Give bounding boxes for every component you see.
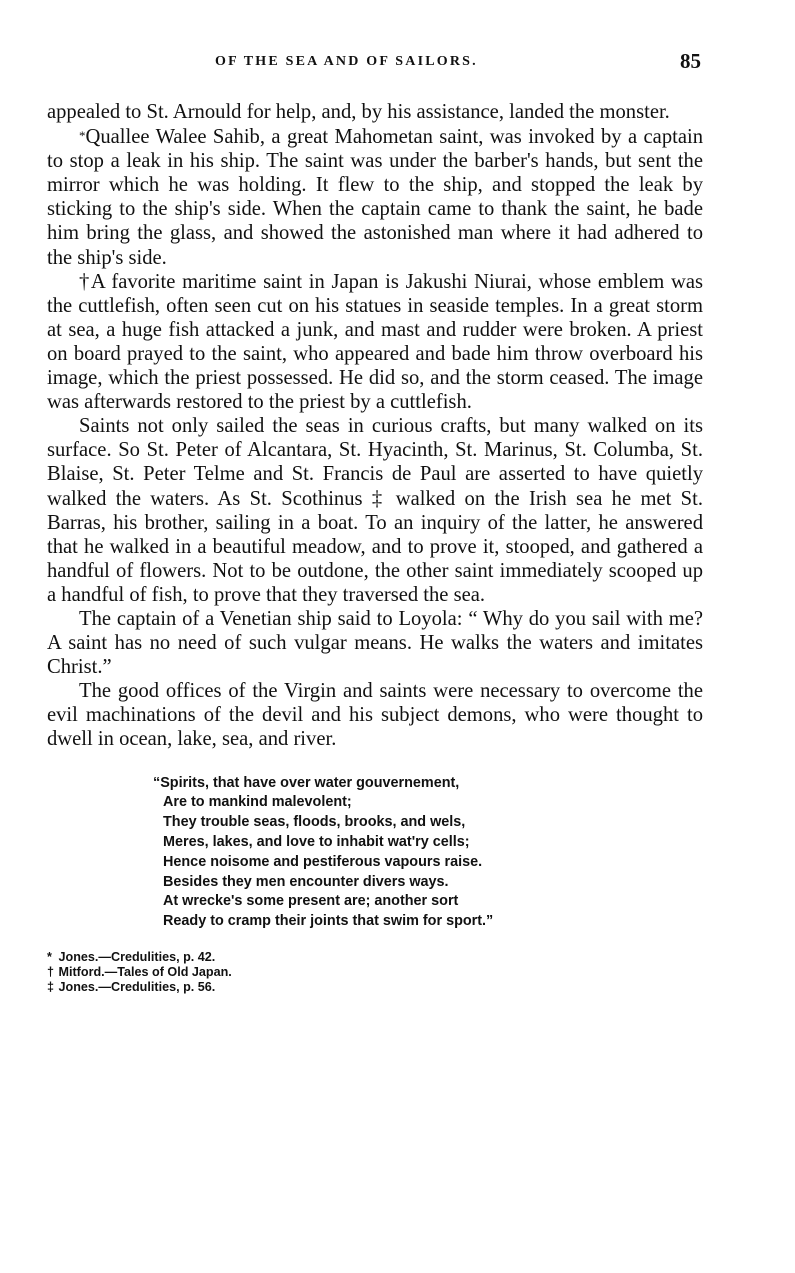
footnote-text: Mitford.—Tales of Old Japan. — [58, 964, 232, 979]
verse-line: “Spirits, that have over water gouvernement, — [153, 774, 460, 791]
paragraph-jakushi — [47, 270, 703, 415]
footnote-symbol: ‡ — [47, 979, 55, 994]
footnote — [47, 950, 703, 965]
footnote-text: Jones.—Credulities, p. 56. — [58, 979, 216, 994]
footnote-mark-asterisk: * — [79, 128, 86, 144]
footnote-symbol: * — [47, 949, 52, 964]
paragraph-text: walked on the Irish sea he met St. Barras, his brother, sailing in a boat. To an inquiry of the latter, he answered that he walked in a beautiful meadow, and to prove it, stooped, and gathered a handful of flowers. Not to be outdone, the other saint immediately scooped up a handful of fish, to prove that they traversed the sea. — [47, 487, 703, 606]
footnote — [47, 965, 703, 980]
running-title: OF THE SEA AND OF SAILORS. — [215, 54, 478, 69]
verse-quotation — [141, 774, 703, 932]
footnote-mark-dagger: † — [79, 270, 91, 293]
page-number: 85 — [680, 49, 701, 73]
running-head — [47, 46, 703, 80]
footnote — [47, 980, 703, 995]
paragraph-continued — [47, 100, 703, 124]
footnotes — [47, 950, 703, 994]
verse-line: At wrecke's some present are; another sort — [163, 893, 459, 910]
verse-line: Besides they men encounter divers ways. — [163, 873, 449, 890]
verse-line: They trouble seas, floods, brooks, and wels, — [163, 814, 466, 831]
footnote-text: Jones.—Credulities, p. 42. — [58, 949, 216, 964]
footnote-mark-double-dagger: ‡ — [371, 487, 387, 510]
footnote-symbol: † — [47, 964, 55, 979]
paragraph-text: Saints not only sailed the seas in curious crafts, but many walked on its surface. So St. Peter of Alcantara, St. Hyacinth, St. Marinus, St. Columba, St. Blaise, St. Peter Telme and St. Francis de Paul are asserted to have quietly walked the waters. As St. Scothinus — [47, 415, 703, 510]
paragraph-text: The captain of a Venetian ship said to Loyola: “ Why do you sail with me? A saint has no need of such vulgar means. He walks the waters and imitates Christ.” — [47, 607, 703, 679]
verse-line: Hence noisome and pestiferous vapours raise. — [163, 853, 483, 870]
paragraph-quallee — [47, 124, 703, 270]
body-text — [47, 100, 703, 752]
book-page — [47, 46, 703, 994]
paragraph-text: appealed to St. Arnould for help, and, by his assistance, landed the monster. — [47, 101, 670, 123]
verse-line: Are to mankind malevolent; — [163, 794, 352, 811]
paragraph-loyola — [47, 607, 703, 679]
paragraph-walking-saints — [47, 414, 703, 607]
paragraph-text: Quallee Walee Sahib, a great Mahometan saint, was invoked by a captain to stop a leak in his ship. The saint was under the barber's hands, but sent the mirror which he was holding. It flew to the ship, and stopped the leak by sticking to the ship's side. When the captain came to thank the saint, he bade him bring the glass, and showed the astonished man where it had adhered to the ship's side. — [47, 126, 703, 269]
paragraph-text: The good offices of the Virgin and saints were necessary to overcome the evil machinations of the devil and his subject demons, who were thought to dwell in ocean, lake, sea, and river. — [47, 680, 703, 751]
verse-line: Ready to cramp their joints that swim for sport.” — [163, 913, 494, 930]
verse-line: Meres, lakes, and love to inhabit wat'ry cells; — [163, 833, 470, 850]
paragraph-demons — [47, 679, 703, 751]
paragraph-text: A favorite maritime saint in Japan is Jakushi Niurai, whose emblem was the cuttlefish, often seen cut on his statues in seaside temples. In a great storm at sea, a huge fish attacked a junk, and mast and rudder were broken. A priest on board prayed to the saint, who appeared and bade him throw overboard his image, which the priest possessed. He did so, and the storm ceased. The image was afterwards restored to the priest by a cuttlefish. — [47, 270, 703, 414]
